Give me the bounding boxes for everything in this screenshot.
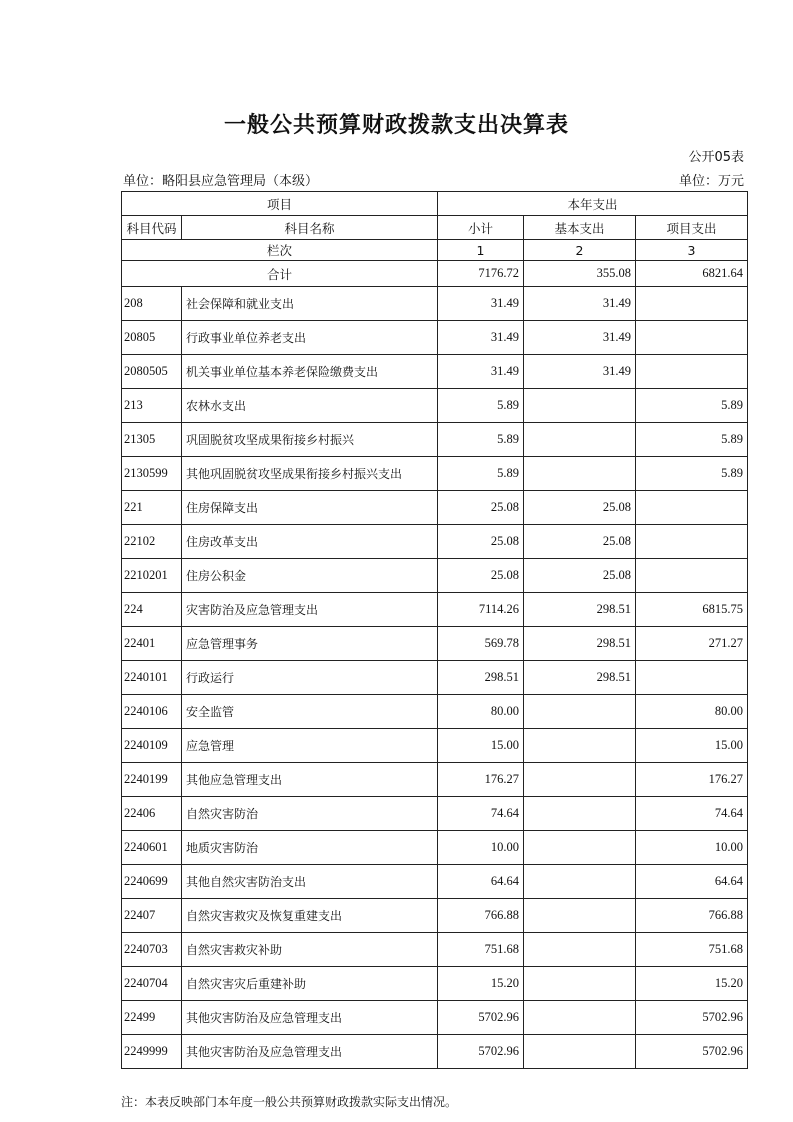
row-name: 自然灾害防治: [182, 797, 438, 831]
row-name: 自然灾害救灾及恢复重建支出: [182, 899, 438, 933]
row-code: 208: [122, 287, 182, 321]
row-code: 2080505: [122, 355, 182, 389]
table-row: [122, 423, 748, 457]
total-basic: 355.08: [524, 261, 636, 287]
row-basic: 298.51: [524, 593, 636, 627]
row-code: 22401: [122, 627, 182, 661]
row-code: 221: [122, 491, 182, 525]
row-project: 5702.96: [636, 1035, 748, 1069]
row-project: 6815.75: [636, 593, 748, 627]
table-row: [122, 729, 748, 763]
row-name: 自然灾害救灾补助: [182, 933, 438, 967]
row-basic: [524, 423, 636, 457]
row-name: 应急管理事务: [182, 627, 438, 661]
row-code: 2240704: [122, 967, 182, 1001]
table-row: [122, 865, 748, 899]
form-number: 公开05表: [688, 150, 744, 165]
row-name: 地质灾害防治: [182, 831, 438, 865]
row-basic: [524, 389, 636, 423]
row-subtotal: 64.64: [438, 865, 524, 899]
row-name: 其他巩固脱贫攻坚成果衔接乡村振兴支出: [182, 457, 438, 491]
row-project: 5.89: [636, 457, 748, 491]
table-row: [122, 593, 748, 627]
row-subtotal: 15.00: [438, 729, 524, 763]
row-name: 安全监管: [182, 695, 438, 729]
row-project: 64.64: [636, 865, 748, 899]
row-subtotal: 10.00: [438, 831, 524, 865]
row-basic: [524, 831, 636, 865]
row-basic: [524, 763, 636, 797]
column-number-row: [122, 240, 748, 261]
row-name: 住房保障支出: [182, 491, 438, 525]
header-subtotal: 小计: [438, 216, 524, 240]
row-code: 22407: [122, 899, 182, 933]
row-code: 2240106: [122, 695, 182, 729]
row-project: 74.64: [636, 797, 748, 831]
row-name: 行政事业单位养老支出: [182, 321, 438, 355]
row-subtotal: 31.49: [438, 355, 524, 389]
row-basic: 31.49: [524, 321, 636, 355]
row-project: [636, 525, 748, 559]
row-subtotal: 5702.96: [438, 1035, 524, 1069]
row-code: 22102: [122, 525, 182, 559]
row-subtotal: 5.89: [438, 423, 524, 457]
column-label: 栏次: [122, 240, 438, 261]
row-subtotal: 766.88: [438, 899, 524, 933]
row-project: 176.27: [636, 763, 748, 797]
table-row: [122, 321, 748, 355]
row-project: 15.00: [636, 729, 748, 763]
row-name: 自然灾害灾后重建补助: [182, 967, 438, 1001]
row-basic: [524, 865, 636, 899]
row-name: 巩固脱贫攻坚成果衔接乡村振兴: [182, 423, 438, 457]
row-subtotal: 5.89: [438, 389, 524, 423]
header-basic: 基本支出: [524, 216, 636, 240]
header-name: 科目名称: [182, 216, 438, 240]
row-subtotal: 25.08: [438, 491, 524, 525]
table-row: [122, 763, 748, 797]
header-current-year: 本年支出: [438, 192, 748, 216]
row-basic: 25.08: [524, 559, 636, 593]
header-project-exp: 项目支出: [636, 216, 748, 240]
row-name: 其他灾害防治及应急管理支出: [182, 1001, 438, 1035]
row-name: 灾害防治及应急管理支出: [182, 593, 438, 627]
row-basic: [524, 1001, 636, 1035]
table-row: [122, 627, 748, 661]
table-row: [122, 559, 748, 593]
row-code: 2240703: [122, 933, 182, 967]
row-code: 2240699: [122, 865, 182, 899]
row-basic: [524, 1035, 636, 1069]
row-project: [636, 287, 748, 321]
table-row: [122, 457, 748, 491]
row-subtotal: 74.64: [438, 797, 524, 831]
row-subtotal: 176.27: [438, 763, 524, 797]
row-code: 21305: [122, 423, 182, 457]
row-subtotal: 5.89: [438, 457, 524, 491]
row-subtotal: 31.49: [438, 287, 524, 321]
header-row-2: [122, 216, 748, 240]
row-code: 22499: [122, 1001, 182, 1035]
row-project: [636, 661, 748, 695]
row-project: 5702.96: [636, 1001, 748, 1035]
row-name: 其他自然灾害防治支出: [182, 865, 438, 899]
header-project: 项目: [122, 192, 438, 216]
table-row: [122, 389, 748, 423]
table-row: [122, 1001, 748, 1035]
row-project: 5.89: [636, 423, 748, 457]
header-code: 科目代码: [122, 216, 182, 240]
row-basic: [524, 933, 636, 967]
row-project: [636, 321, 748, 355]
row-name: 行政运行: [182, 661, 438, 695]
row-basic: 298.51: [524, 661, 636, 695]
header-row-1: [122, 192, 748, 216]
row-name: 住房公积金: [182, 559, 438, 593]
row-subtotal: 569.78: [438, 627, 524, 661]
row-basic: 31.49: [524, 287, 636, 321]
unit-organization: 单位：略阳县应急管理局（本级）: [123, 174, 319, 189]
footnote: 注：本表反映部门本年度一般公共预算财政拨款实际支出情况。: [121, 1095, 458, 1109]
row-code: 2130599: [122, 457, 182, 491]
row-basic: 298.51: [524, 627, 636, 661]
row-project: 15.20: [636, 967, 748, 1001]
row-subtotal: 751.68: [438, 933, 524, 967]
total-project: 6821.64: [636, 261, 748, 287]
row-subtotal: 7114.26: [438, 593, 524, 627]
row-name: 应急管理: [182, 729, 438, 763]
row-subtotal: 15.20: [438, 967, 524, 1001]
column-2: 2: [524, 240, 636, 261]
row-subtotal: 80.00: [438, 695, 524, 729]
row-subtotal: 298.51: [438, 661, 524, 695]
table-row: [122, 967, 748, 1001]
table-row: [122, 831, 748, 865]
table-row: [122, 899, 748, 933]
table-row: [122, 797, 748, 831]
row-name: 其他灾害防治及应急管理支出: [182, 1035, 438, 1069]
total-label: 合计: [122, 261, 438, 287]
row-basic: [524, 729, 636, 763]
column-1: 1: [438, 240, 524, 261]
row-name: 住房改革支出: [182, 525, 438, 559]
row-basic: [524, 967, 636, 1001]
row-project: 766.88: [636, 899, 748, 933]
row-basic: [524, 457, 636, 491]
table-row: [122, 525, 748, 559]
table-row: [122, 287, 748, 321]
row-project: 271.27: [636, 627, 748, 661]
row-project: [636, 355, 748, 389]
row-code: 2240109: [122, 729, 182, 763]
table-row: [122, 1035, 748, 1069]
page-title: 一般公共预算财政拨款支出决算表: [223, 113, 569, 138]
row-subtotal: 5702.96: [438, 1001, 524, 1035]
row-code: 2210201: [122, 559, 182, 593]
row-project: [636, 559, 748, 593]
total-subtotal: 7176.72: [438, 261, 524, 287]
table-row: [122, 355, 748, 389]
unit-currency: 单位：万元: [678, 174, 744, 189]
row-project: 80.00: [636, 695, 748, 729]
row-code: 2249999: [122, 1035, 182, 1069]
row-name: 农林水支出: [182, 389, 438, 423]
row-code: 22406: [122, 797, 182, 831]
total-row: [122, 261, 748, 287]
row-subtotal: 25.08: [438, 525, 524, 559]
row-basic: 31.49: [524, 355, 636, 389]
table-row: [122, 661, 748, 695]
row-code: 224: [122, 593, 182, 627]
row-code: 2240199: [122, 763, 182, 797]
row-code: 2240601: [122, 831, 182, 865]
row-code: 20805: [122, 321, 182, 355]
row-basic: 25.08: [524, 525, 636, 559]
row-basic: [524, 797, 636, 831]
row-subtotal: 31.49: [438, 321, 524, 355]
row-name: 其他应急管理支出: [182, 763, 438, 797]
expenditure-table: [121, 191, 748, 1069]
row-project: 10.00: [636, 831, 748, 865]
column-3: 3: [636, 240, 748, 261]
row-code: 213: [122, 389, 182, 423]
row-project: 5.89: [636, 389, 748, 423]
table-row: [122, 695, 748, 729]
row-name: 机关事业单位基本养老保险缴费支出: [182, 355, 438, 389]
row-code: 2240101: [122, 661, 182, 695]
table-row: [122, 933, 748, 967]
row-project: [636, 491, 748, 525]
table-row: [122, 491, 748, 525]
row-project: 751.68: [636, 933, 748, 967]
row-basic: [524, 899, 636, 933]
row-basic: [524, 695, 636, 729]
row-basic: 25.08: [524, 491, 636, 525]
row-name: 社会保障和就业支出: [182, 287, 438, 321]
row-subtotal: 25.08: [438, 559, 524, 593]
